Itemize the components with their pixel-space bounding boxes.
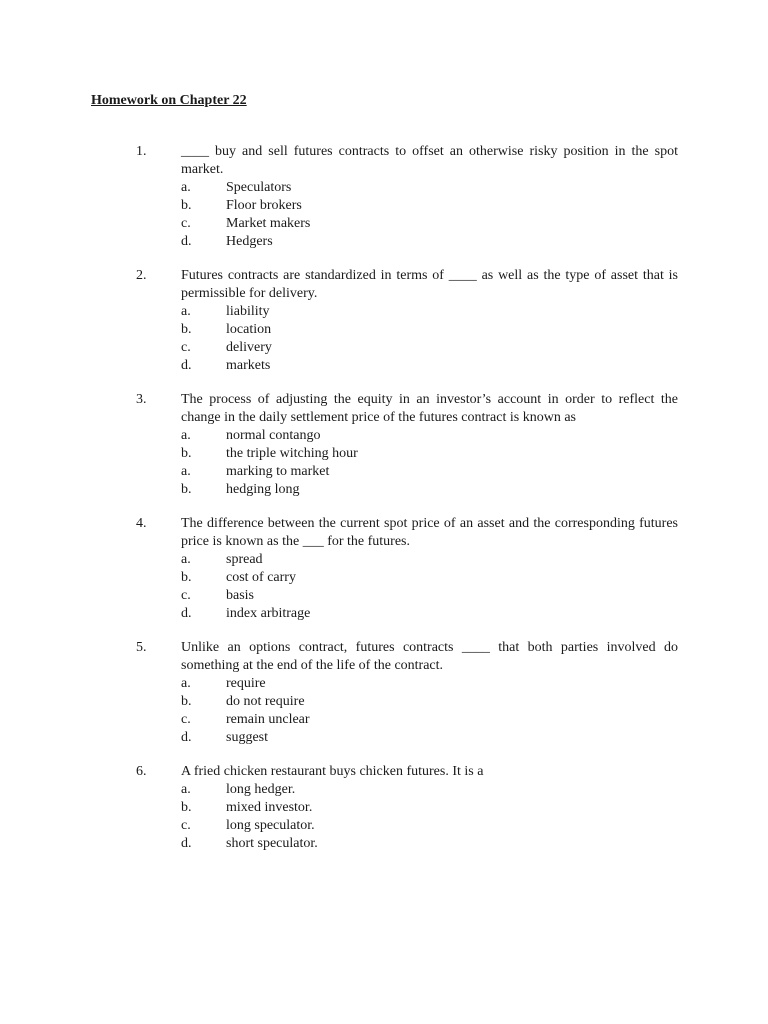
option-text: Hedgers [226, 234, 273, 249]
answer-option [0, 711, 768, 729]
option-letter: b. [181, 800, 192, 815]
answer-option [0, 321, 768, 339]
answer-option [0, 587, 768, 605]
option-letter: b. [181, 482, 192, 497]
question-5 [0, 639, 768, 747]
answer-option [0, 817, 768, 835]
option-text: long speculator. [226, 818, 315, 833]
option-letter: d. [181, 730, 192, 745]
question-text: ____ buy and sell futures contracts to offset an otherwise risky position in the spot market. [181, 144, 678, 177]
option-text: hedging long [226, 482, 300, 497]
option-letter: b. [181, 446, 192, 461]
option-letter: d. [181, 234, 192, 249]
answer-option [0, 463, 768, 481]
option-letter: d. [181, 606, 192, 621]
option-text: liability [226, 304, 270, 319]
option-text: markets [226, 358, 271, 373]
answer-option [0, 233, 768, 251]
option-letter: c. [181, 216, 191, 231]
option-letter: a. [181, 180, 191, 195]
answer-option [0, 197, 768, 215]
option-letter: c. [181, 818, 191, 833]
answer-option [0, 569, 768, 587]
option-letter: b. [181, 694, 192, 709]
option-letter: b. [181, 570, 192, 585]
option-text: the triple witching hour [226, 446, 358, 461]
answer-option [0, 427, 768, 445]
option-letter: b. [181, 198, 192, 213]
option-text: remain unclear [226, 712, 310, 727]
answer-option [0, 551, 768, 569]
option-text: location [226, 322, 272, 337]
answer-option [0, 729, 768, 747]
option-text: mixed investor. [226, 800, 313, 815]
option-letter: c. [181, 712, 191, 727]
question-4 [0, 515, 768, 623]
option-text: Floor brokers [226, 198, 302, 213]
answer-option [0, 445, 768, 463]
answer-option [0, 215, 768, 233]
question-number: 5. [136, 640, 147, 655]
option-letter: c. [181, 340, 191, 355]
option-letter: a. [181, 464, 191, 479]
option-text: index arbitrage [226, 606, 311, 621]
option-text: delivery [226, 340, 272, 355]
question-list [0, 143, 768, 869]
answer-option [0, 481, 768, 499]
option-text: cost of carry [226, 570, 296, 585]
option-text: normal contango [226, 428, 321, 443]
question-number: 2. [136, 268, 147, 283]
option-letter: a. [181, 782, 191, 797]
answer-option [0, 179, 768, 197]
option-text: short speculator. [226, 836, 318, 851]
option-text: Speculators [226, 180, 292, 195]
question-number: 6. [136, 764, 147, 779]
document-title: Homework on Chapter 22 [91, 93, 247, 108]
option-letter: b. [181, 322, 192, 337]
answer-option [0, 605, 768, 623]
option-text: spread [226, 552, 263, 567]
answer-option [0, 799, 768, 817]
option-text: Market makers [226, 216, 311, 231]
question-3 [0, 391, 768, 499]
option-letter: a. [181, 304, 191, 319]
answer-option [0, 357, 768, 375]
question-1 [0, 143, 768, 251]
option-letter: d. [181, 358, 192, 373]
question-2 [0, 267, 768, 375]
answer-option [0, 835, 768, 853]
question-number: 4. [136, 516, 147, 531]
question-text: Unlike an options contract, futures contracts ____ that both parties involved do something at the end of the life of the contract. [181, 640, 678, 673]
answer-option [0, 303, 768, 321]
question-6 [0, 763, 768, 853]
option-letter: a. [181, 552, 191, 567]
option-letter: a. [181, 676, 191, 691]
option-letter: d. [181, 836, 192, 851]
question-text: Futures contracts are standardized in terms of ____ as well as the type of asset that is permissible for delivery. [181, 268, 678, 301]
option-text: do not require [226, 694, 305, 709]
question-text: A fried chicken restaurant buys chicken futures. It is a [181, 764, 484, 779]
option-letter: a. [181, 428, 191, 443]
question-text: The process of adjusting the equity in an investor’s account in order to reflect the change in the daily settlement price of the futures contract is known as [181, 392, 678, 425]
option-letter: c. [181, 588, 191, 603]
answer-option [0, 675, 768, 693]
answer-option [0, 693, 768, 711]
option-text: marking to market [226, 464, 330, 479]
option-text: require [226, 676, 266, 691]
question-text: The difference between the current spot price of an asset and the corresponding futures price is known as the ___ for the futures. [181, 516, 678, 549]
answer-option [0, 781, 768, 799]
answer-option [0, 339, 768, 357]
question-number: 1. [136, 144, 147, 159]
question-number: 3. [136, 392, 147, 407]
option-text: basis [226, 588, 254, 603]
option-text: suggest [226, 730, 268, 745]
option-text: long hedger. [226, 782, 296, 797]
